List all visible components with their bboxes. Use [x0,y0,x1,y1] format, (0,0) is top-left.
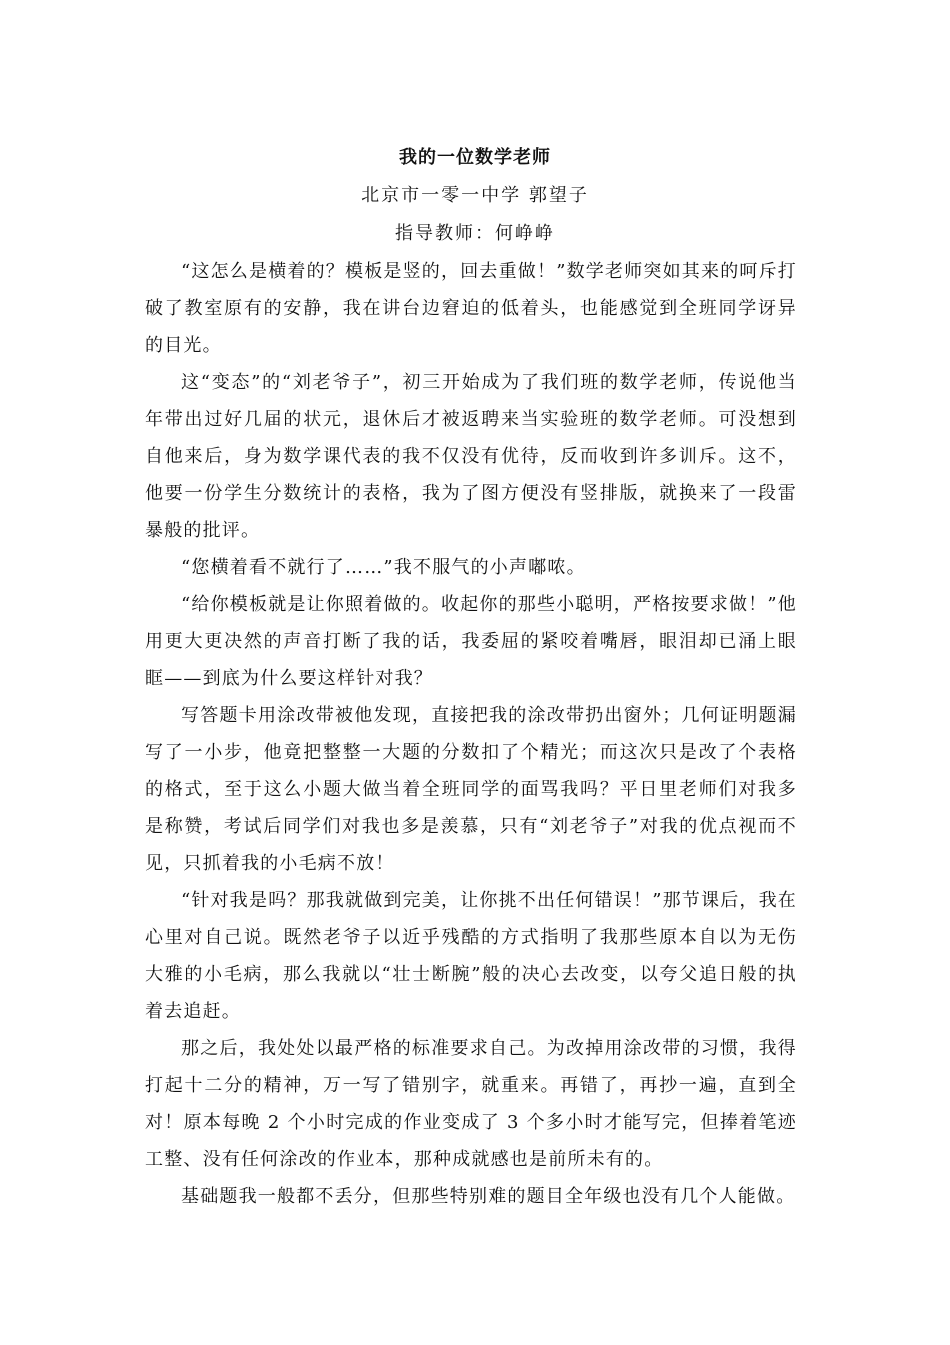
paragraph-7: 那之后，我处处以最严格的标准要求自己。为改掉用涂改带的习惯，我得打起十二分的精神，万一写了错别字，就重来。再错了，再抄一遍，直到全对！原本每晚 2 个小时完成的作业变成了 3 个多小时才能写完，但捧着笔迹工整、没有任何涂改的作业本，那种成就感也是前所未有的。 [145,1038,797,1170]
paragraph-5: 写答题卡用涂改带被他发现，直接把我的涂改带扔出窗外；几何证明题漏写了一小步，他竟把整整一大题的分数扣了个精光；而这次只是改了个表格的格式，至于这么小题大做当着全班同学的面骂我吗？平日里老师们对我多是称赞，考试后同学们对我也多是羡慕，只有“刘老爷子”对我的优点视而不见，只抓着我的小毛病不放！ [145,705,797,874]
paragraph-8: 基础题我一般都不丢分，但那些特别难的题目全年级也没有几个人能做。 [181,1186,796,1207]
paragraph-6: “针对我是吗？那我就做到完美，让你挑不出任何错误！”那节课后，我在心里对自己说。既然老爷子以近乎残酷的方式指明了我那些原本自以为无伤大雅的小毛病，那么我就以“壮士断腕”般的决心去改变，以夸父追日般的执着去追赶。 [145,890,798,1022]
paragraph-2: 这“变态”的“刘老爷子”，初三开始成为了我们班的数学老师，传说他当年带出过好几届的状元，退休后才被返聘来当实验班的数学老师。可没想到自他来后，身为数学课代表的我不仅没有优待，反而收到许多训斥。这不，他要一份学生分数统计的表格，我为了图方便没有竖排版，就换来了一段雷暴般的批评。 [145,372,797,541]
paragraph-3: “您横着看不就行了……”我不服气的小声嘟哝。 [181,557,586,578]
author-line: 北京市一零一中学 郭望子 [361,185,589,206]
essay-body [145,253,797,1215]
paragraph-1: “这怎么是横着的？模板是竖的，回去重做！”数学老师突如其来的呵斥打破了教室原有的安静，我在讲台边窘迫的低着头，也能感觉到全班同学讶异的目光。 [145,261,798,356]
advisor-line: 指导教师：何峥峥 [395,223,555,244]
essay-title: 我的一位数学老师 [399,147,551,168]
paragraph-4: “给你模板就是让你照着做的。收起你的那些小聪明，严格按要求做！”他用更大更决然的声音打断了我的话，我委屈的紧咬着嘴唇，眼泪却已涌上眼眶——到底为什么要这样针对我？ [145,594,798,689]
